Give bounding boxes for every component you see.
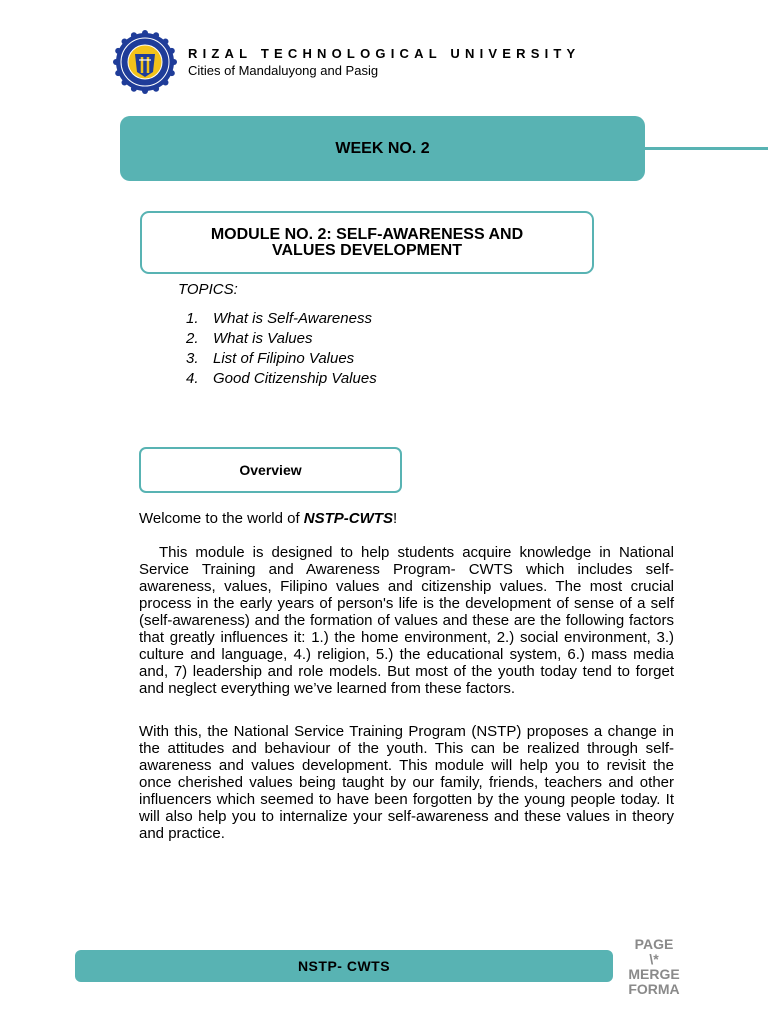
topic-text: What is Values <box>213 330 313 347</box>
topic-list <box>186 309 377 389</box>
page-field-line: FORMA <box>628 981 680 997</box>
week-banner <box>120 116 645 181</box>
topic-number: 1. <box>186 310 199 327</box>
module-title: MODULE NO. 2: SELF-AWARENESS AND VALUES DEVELOPMENT <box>210 225 524 259</box>
body-paragraph-2: With this, the National Service Training Program (NSTP) proposes a change in the attitudes and behaviour of the youth. This can be realized through self-awareness and values development. This module will help you to revisit the once cherished values being taught by our family, friends, teachers and other influencers which seemed to have been forgotten by the young people today. It will also help you to internalize your self-awareness and these values in theory and practice. <box>139 723 674 842</box>
topic-item <box>186 369 377 389</box>
welcome-suffix: ! <box>392 510 398 527</box>
footer-bar <box>75 950 613 982</box>
topic-number: 2. <box>186 330 199 347</box>
university-name: RIZAL TECHNOLOGICAL UNIVERSITY <box>188 46 581 61</box>
topic-item <box>186 329 377 349</box>
footer-label: NSTP- CWTS <box>297 958 391 974</box>
body-paragraph-1: This module is designed to help students acquire knowledge in National Service Training and Awareness Program- CWTS which includes self-awareness, values, Filipino values and citizenship values. The most crucial process in the early years of person's life is the development of sense of a self (self-awareness) and the formation of values and these are the following factors that greatly influences it: 1.) the home environment, 2.) social environment, 3.) culture and language, 4.) religion, 5.) the educational system, 6.) mass media and, 7) leadership and role models. But most of the youth today tend to forget and neglect everything we’ve learned from these factors. <box>139 544 674 697</box>
welcome-program-name: NSTP-CWTS <box>303 510 393 527</box>
overview-heading-box <box>139 447 402 493</box>
welcome-text: Welcome to the world of <box>139 510 304 527</box>
page-number-field <box>620 937 688 997</box>
topics-label: TOPICS: <box>178 281 238 298</box>
module-title-box <box>140 211 594 274</box>
topic-number: 4. <box>186 370 199 387</box>
topic-item <box>186 309 377 329</box>
university-subtitle: Cities of Mandaluyong and Pasig <box>188 63 379 78</box>
topic-text: What is Self-Awareness <box>213 310 372 327</box>
topic-item <box>186 349 377 369</box>
university-seal-logo <box>113 30 177 94</box>
welcome-line <box>139 510 397 527</box>
topic-text: Good Citizenship Values <box>213 370 377 387</box>
overview-title: Overview <box>239 462 302 478</box>
page-field-line: PAGE <box>634 936 674 952</box>
week-banner-line <box>645 147 768 150</box>
topic-text: List of Filipino Values <box>213 350 355 367</box>
page-field-line: \* <box>649 951 659 967</box>
week-title: WEEK NO. 2 <box>335 139 430 157</box>
page-field-line: MERGE <box>628 966 680 982</box>
topic-number: 3. <box>186 350 199 367</box>
